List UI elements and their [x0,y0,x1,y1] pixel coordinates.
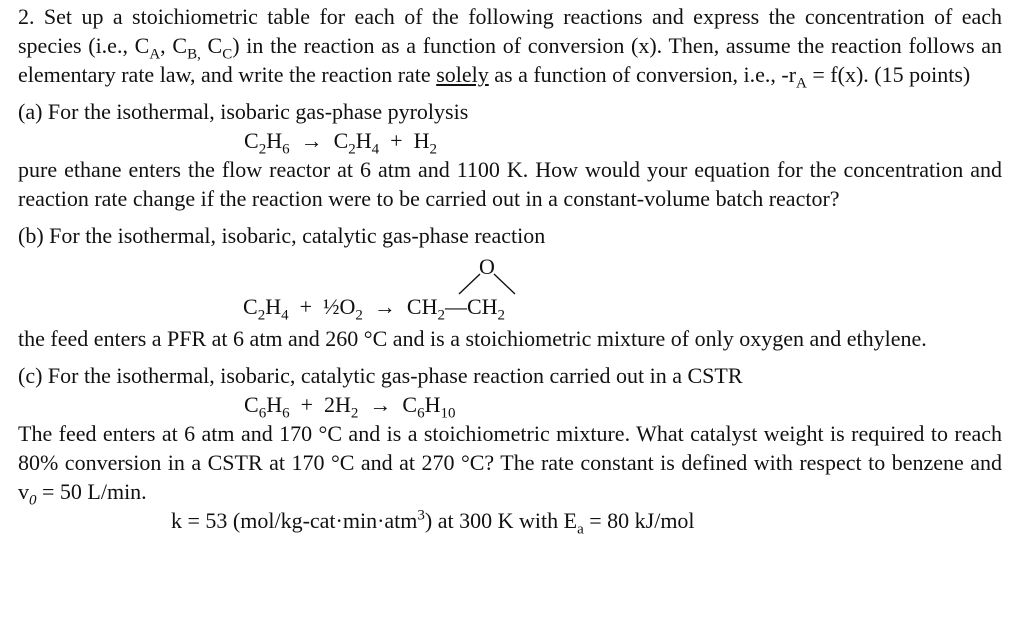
oxygen-half-formula: $\frac{1}{2}O_2$ [323,294,363,324]
rate-constant-line: k = 53 (mol/kg-cat·min·atm$^3$) at 300 K with $E_a = 80$ kJ/mol [171,507,695,538]
hydrogen-c-formula: $2H_2$ [324,392,359,422]
part-c-equation: $C_6H_6 + 2H_2 \to C_6H_{10}$ [244,392,456,422]
part-b-body: the feed enters a PFR at 6 atm and 260 °C and is a stoichiometric mixture of only oxygen and ethylene. [18,326,927,351]
benzene-formula: $C_6H_6$ [244,392,290,422]
part-a-equation: $C_2H_6 \to C_2H_4 + H_2$ [244,128,437,158]
ethane-formula: $C_2H_6$ [244,128,290,158]
epoxide-oxygen-label: O [479,254,495,279]
epoxide-right-ch2: $CH_2$ [466,294,506,324]
part-a-body: pure ethane enters the flow reactor at 6 atm and 1100 K. How would your equation for the concentration and reaction rate change if the reaction were to be carried out in a constant-volume batch reactor? [18,157,1002,211]
epoxide-ring-diagram [431,252,541,296]
ethylene-b-formula: $C_2H_4$ [243,294,289,324]
part-b-equation-line: $C_2H_4$ + $\frac{1}{2}O_2$ → $CH_2—CH_2$ [243,294,506,324]
hydrogen-formula: $H_2$ [413,128,437,158]
problem-page [18,0,1003,538]
part-c-body: The feed enters at 6 atm and 170 °C and is a stoichiometric mixture. What catalyst weight is required to reach 80% conversion in a CSTR at 170 °C and at 270 °C? The rate constant is defined with respect to benzene and $v_0 = 50$ L/min. [18,421,1002,509]
solely-emphasis: solely [436,62,489,87]
part-b-equation [18,250,1002,324]
part-c-intro: (c) For the isothermal, isobaric, catalytic gas-phase reaction carried out in a CSTR [18,363,743,388]
part-b-intro: (b) For the isothermal, isobaric, catalytic gas-phase reaction [18,223,546,248]
part-a-intro: (a) For the isothermal, isobaric gas-phase pyrolysis [18,99,469,124]
epoxide-bond-left [459,274,480,294]
problem-statement: 2. Set up a stoichiometric table for each of the following reactions and express the concentration of each species (i.e., $C_A$, $C_{B,}$ $C_C$) in the reaction as a function of conversion (x). Then, assume the reaction follows an elementary rate law, and write the reaction rate solely as a function of conversion, i.e., $-r_A = f(x)$. (15 points) [18,4,1003,92]
ethylene-formula: $C_2H_4$ [333,128,380,158]
epoxide-bond-right [494,274,515,294]
problem-number: 2. [18,4,35,29]
cyclohexene-formula: $C_6H_{10}$ [402,392,456,422]
epoxide-left-ch2: $CH_2$ [406,294,445,324]
